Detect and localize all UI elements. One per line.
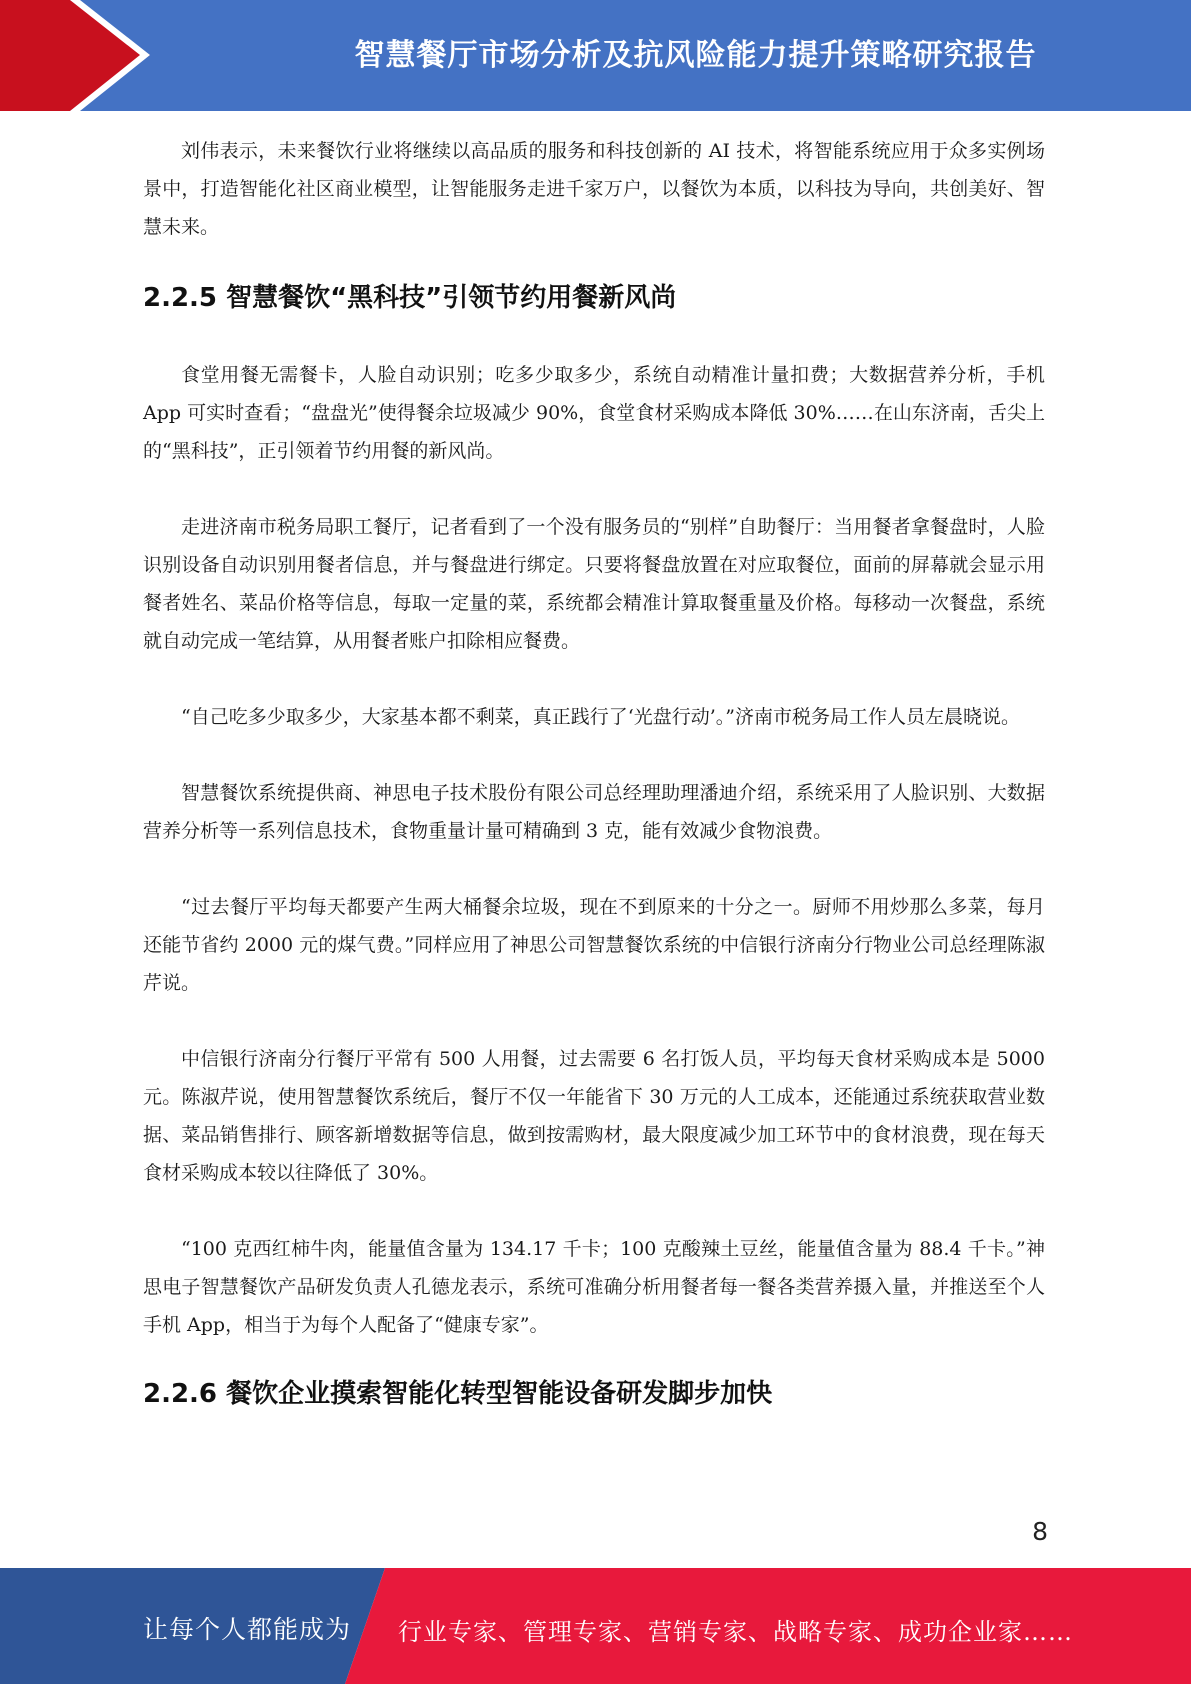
footer-slogan-right: 行业专家、管理专家、营销专家、战略专家、成功企业家…… xyxy=(398,1618,1073,1646)
paragraph: 刘伟表示，未来餐饮行业将继续以高品质的服务和科技创新的 AI 技术，将智能系统应用于众多实例场景中，打造智能化社区商业模型，让智能服务走进千家万户，以餐饮为本质，以科技为导向，共创美好、智慧未来。 xyxy=(143,140,1045,238)
paragraph: “100 克西红柿牛肉，能量值含量为 134.17 千卡；100 克酸辣土豆丝，能量值含量为 88.4 千卡。”神思电子智慧餐饮产品研发负责人孔德龙表示，系统可准确分析用餐者每一餐各类营养摄入量，并推送至个人手机 App，相当于为每个人配备了“健康专家”。 xyxy=(143,1238,1045,1336)
paragraph: “过去餐厅平均每天都要产生两大桶餐余垃圾，现在不到原来的十分之一。厨师不用炒那么多菜，每月还能节省约 2000 元的煤气费。”同样应用了神思公司智慧餐饮系统的中信银行济南分行物业公司总经理陈淑芹说。 xyxy=(143,896,1045,994)
page-number: 8 xyxy=(1032,1517,1048,1546)
paragraph: “自己吃多少取多少，大家基本都不剩菜，真正践行了‘光盘行动’。”济南市税务局工作人员左晨晓说。 xyxy=(181,706,1021,728)
section-heading: 2.2.6 餐饮企业摸索智能化转型智能设备研发脚步加快 xyxy=(143,1379,773,1409)
paragraph: 走进济南市税务局职工餐厅，记者看到了一个没有服务员的“别样”自助餐厅：当用餐者拿餐盘时，人脸识别设备自动识别用餐者信息，并与餐盘进行绑定。只要将餐盘放置在对应取餐位，面前的屏幕就会显示用餐者姓名、菜品价格等信息，每取一定量的菜，系统都会精准计算取餐重量及价格。每移动一次餐盘，系统就自动完成一笔结算，从用餐者账户扣除相应餐费。 xyxy=(143,516,1045,652)
page-content xyxy=(143,132,1045,1414)
paragraph: 中信银行济南分行餐厅平常有 500 人用餐，过去需要 6 名打饭人员，平均每天食材采购成本是 5000 元。陈淑芹说，使用智慧餐饮系统后，餐厅不仅一年能省下 30 万元的人工成本，还能通过系统获取营业数据、菜品销售排行、顾客新增数据等信息，做到按需购材，最大限度减少加工环节中的食材浪费，现在每天食材采购成本较以往降低了 30%。 xyxy=(143,1048,1045,1184)
paragraph: 智慧餐饮系统提供商、神思电子技术股份有限公司总经理助理潘迪介绍，系统采用了人脸识别、大数据营养分析等一系列信息技术，食物重量计量可精确到 3 克，能有效减少食物浪费。 xyxy=(143,782,1045,842)
footer-slogan-left: 让每个人都能成为 xyxy=(143,1615,352,1644)
report-title: 智慧餐厅市场分析及抗风险能力提升策略研究报告 xyxy=(354,38,1037,73)
page-footer xyxy=(0,1568,1191,1684)
section-heading: 2.2.5 智慧餐饮“黑科技”引领节约用餐新风尚 xyxy=(143,283,677,313)
page-header xyxy=(0,0,1191,111)
paragraph: 食堂用餐无需餐卡，人脸自动识别；吃多少取多少，系统自动精准计量扣费；大数据营养分析，手机 App 可实时查看；“盘盘光”使得餐余垃圾减少 90%，食堂食材采购成本降低 30%……在山东济南，舌尖上的“黑科技”，正引领着节约用餐的新风尚。 xyxy=(143,364,1045,462)
